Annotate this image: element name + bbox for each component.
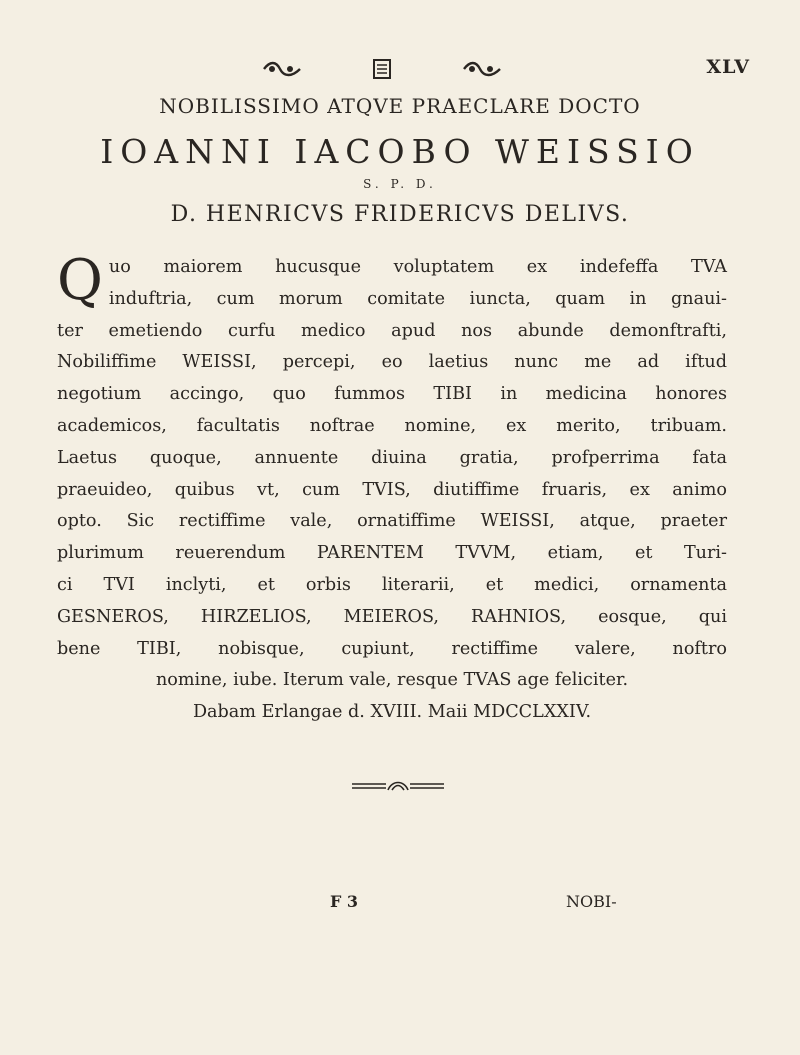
dedication-line: NOBILISSIMO ATQVE PRAECLARE DOCTO	[159, 94, 641, 118]
letter-line: academicos, facultatis noftrae nomine, ex merito, tribuam.	[57, 415, 727, 436]
letter-line: bene TIBI, nobisque, cupiunt, rectiffime valere, noftro	[57, 638, 727, 659]
letter-line: opto. Sic rectiffime vale, ornatiffime WEISSI, atque, praeter	[57, 511, 727, 532]
letter-line: praeuideo, quibus vt, cum TVIS, diutiffime fruaris, ex animo	[57, 479, 727, 500]
catchword: NOBI-	[566, 892, 617, 911]
letter-line: Laetus quoque, annuente diuina gratia, profperrima fata	[57, 447, 727, 468]
letter-line: GESNEROS, HIRZELIOS, MEIEROS, RAHNIOS, eosque, qui	[57, 606, 727, 627]
letter-body	[57, 248, 727, 729]
flourish-left-icon	[262, 59, 302, 79]
letter-line: induftria, cum morum comitate iuncta, quam in gnaui-	[108, 288, 727, 309]
page-number: XLV	[706, 56, 750, 78]
recipient-name: IOANNI IACOBO WEISSIO	[100, 132, 700, 171]
author-line: D. HENRICVS FRIDERICVS DELIVS.	[170, 202, 630, 227]
letter-line: ter emetiendo curfu medico apud nos abunde demonftrafti,	[57, 320, 727, 341]
letter-line: uo maiorem hucusque voluptatem ex indefeffa TVA	[108, 257, 727, 277]
letter-line: negotium accingo, quo fummos TIBI in medicina honores	[57, 384, 727, 405]
letter-line: plurimum reuerendum PARENTEM TVVM, etiam, et Turi-	[57, 543, 727, 564]
letter-line: Nobiliffime WEISSI, percepi, eo laetius nunc me ad iftud	[57, 352, 727, 373]
tailpiece-ornament-icon	[352, 780, 444, 794]
letter-line: ci TVI inclyti, et orbis literarii, et medici, ornamenta	[57, 574, 727, 595]
crest-icon	[371, 57, 393, 81]
flourish-right-icon	[462, 59, 502, 79]
header-ornament	[262, 56, 502, 82]
letter-date: Dabam Erlangae d. XVIII. Maii MDCCLXXIV.	[192, 702, 592, 723]
drop-cap: Q	[57, 248, 103, 313]
signature-mark: F 3	[330, 892, 359, 911]
salutation: S. P. D.	[363, 177, 437, 191]
letter-line: nomine, iube. Iterum vale, resque TVAS age feliciter.	[155, 670, 629, 691]
